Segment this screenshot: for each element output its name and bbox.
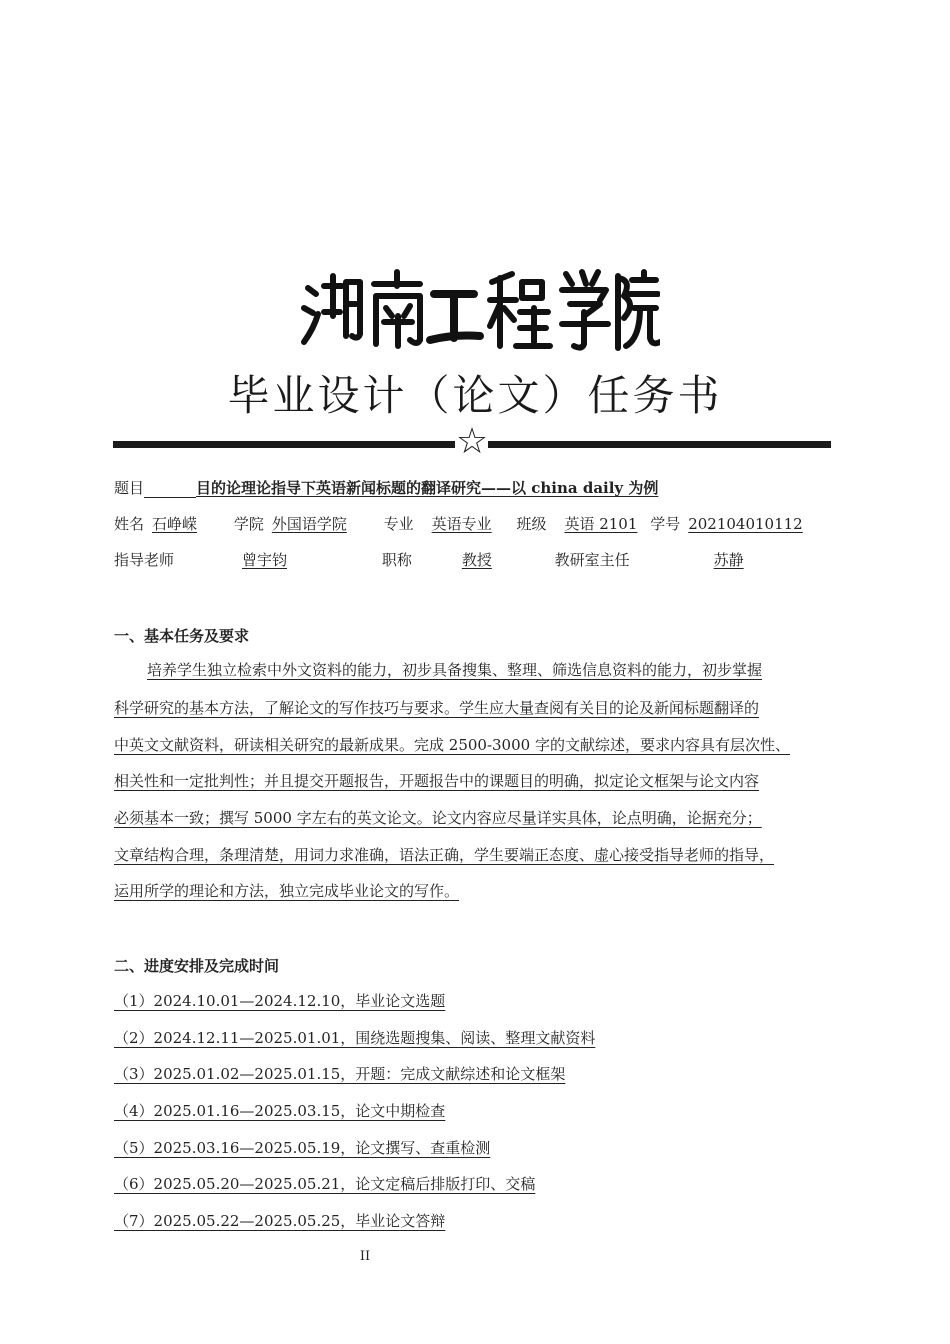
name-value: 石峥嵘: [152, 515, 198, 533]
star-icon: ☆: [455, 421, 489, 462]
director-label: 教研室主任: [554, 551, 630, 569]
title-divider-left: [113, 441, 455, 448]
major-value: 英语专业: [431, 515, 492, 533]
schedule-item: （4）2025.01.16—2025.03.15，论文中期检查: [114, 1102, 446, 1120]
school-label: 学院: [233, 515, 264, 533]
topic-label: 题目: [114, 479, 145, 497]
school-calligraphy-logo: [300, 268, 660, 354]
section2-heading: 二、进度安排及完成时间: [114, 957, 280, 975]
section1-line: 培养学生独立检索中外文资料的能力，初步具备搜集、整理、筛选信息资料的能力，初步掌握: [147, 661, 763, 679]
advisor-label: 指导老师: [114, 551, 175, 569]
director-value: 苏静: [713, 551, 744, 569]
page-number: II: [359, 1249, 371, 1264]
schedule-item: （7）2025.05.22—2025.05.25，毕业论文答辩: [114, 1212, 446, 1230]
advisor-row: [114, 550, 744, 570]
section1-line: 文章结构合理，条理清楚，用词力求准确，语法正确，学生要端正态度、虚心接受指导老师的指导，: [114, 846, 775, 864]
section1-line: 科学研究的基本方法，了解论文的写作技巧与要求。学生应大量查阅有关目的论及新闻标题翻译的: [114, 699, 760, 717]
student-id-value: 202104010112: [688, 515, 803, 533]
topic-row: [114, 478, 658, 498]
section1-line: 运用所学的理论和方法，独立完成毕业论文的写作。: [114, 882, 460, 900]
class-value: 英语 2101: [564, 515, 638, 533]
schedule-item: （6）2025.05.20—2025.05.21，论文定稿后排版打印、交稿: [114, 1175, 536, 1193]
section1-heading: 一、基本任务及要求: [114, 627, 250, 645]
document-title: 毕业设计（论文）任务书: [227, 371, 723, 420]
section1-line: 必须基本一致；撰写 5000 字左右的英文论文。论文内容应尽量详实具体，论点明确，论据充分；: [114, 809, 762, 827]
advisor-value: 曾宇钧: [242, 551, 288, 569]
school-value: 外国语学院: [271, 515, 347, 533]
name-label: 姓名: [114, 515, 145, 533]
class-label: 班级: [516, 515, 547, 533]
topic-value: 目的论理论指导下英语新闻标题的翻译研究——以 china daily 为例: [196, 479, 659, 497]
major-label: 专业: [383, 515, 414, 533]
schedule-item: （5）2025.03.16—2025.05.19，论文撰写、查重检测: [114, 1139, 491, 1157]
section1-line: 相关性和一定批判性；并且提交开题报告，开题报告中的课题目的明确，拟定论文框架与论文内容: [114, 772, 760, 790]
schedule-item: （2）2024.12.11—2025.01.01，围绕选题搜集、阅读、整理文献资料: [114, 1029, 596, 1047]
rank-label: 职称: [381, 551, 412, 569]
schedule-item: （3）2025.01.02—2025.01.15，开题：完成文献综述和论文框架: [114, 1065, 566, 1083]
section1-line: 中英文文献资料，研读相关研究的最新成果。完成 2500-3000 字的文献综述，要求内容具有层次性、: [114, 736, 790, 754]
title-divider-right: [488, 441, 831, 448]
student-id-label: 学号: [650, 515, 681, 533]
student-info-row: [114, 514, 803, 534]
schedule-item: （1）2024.10.01—2024.12.10，毕业论文选题: [114, 992, 446, 1010]
rank-value: 教授: [461, 551, 492, 569]
